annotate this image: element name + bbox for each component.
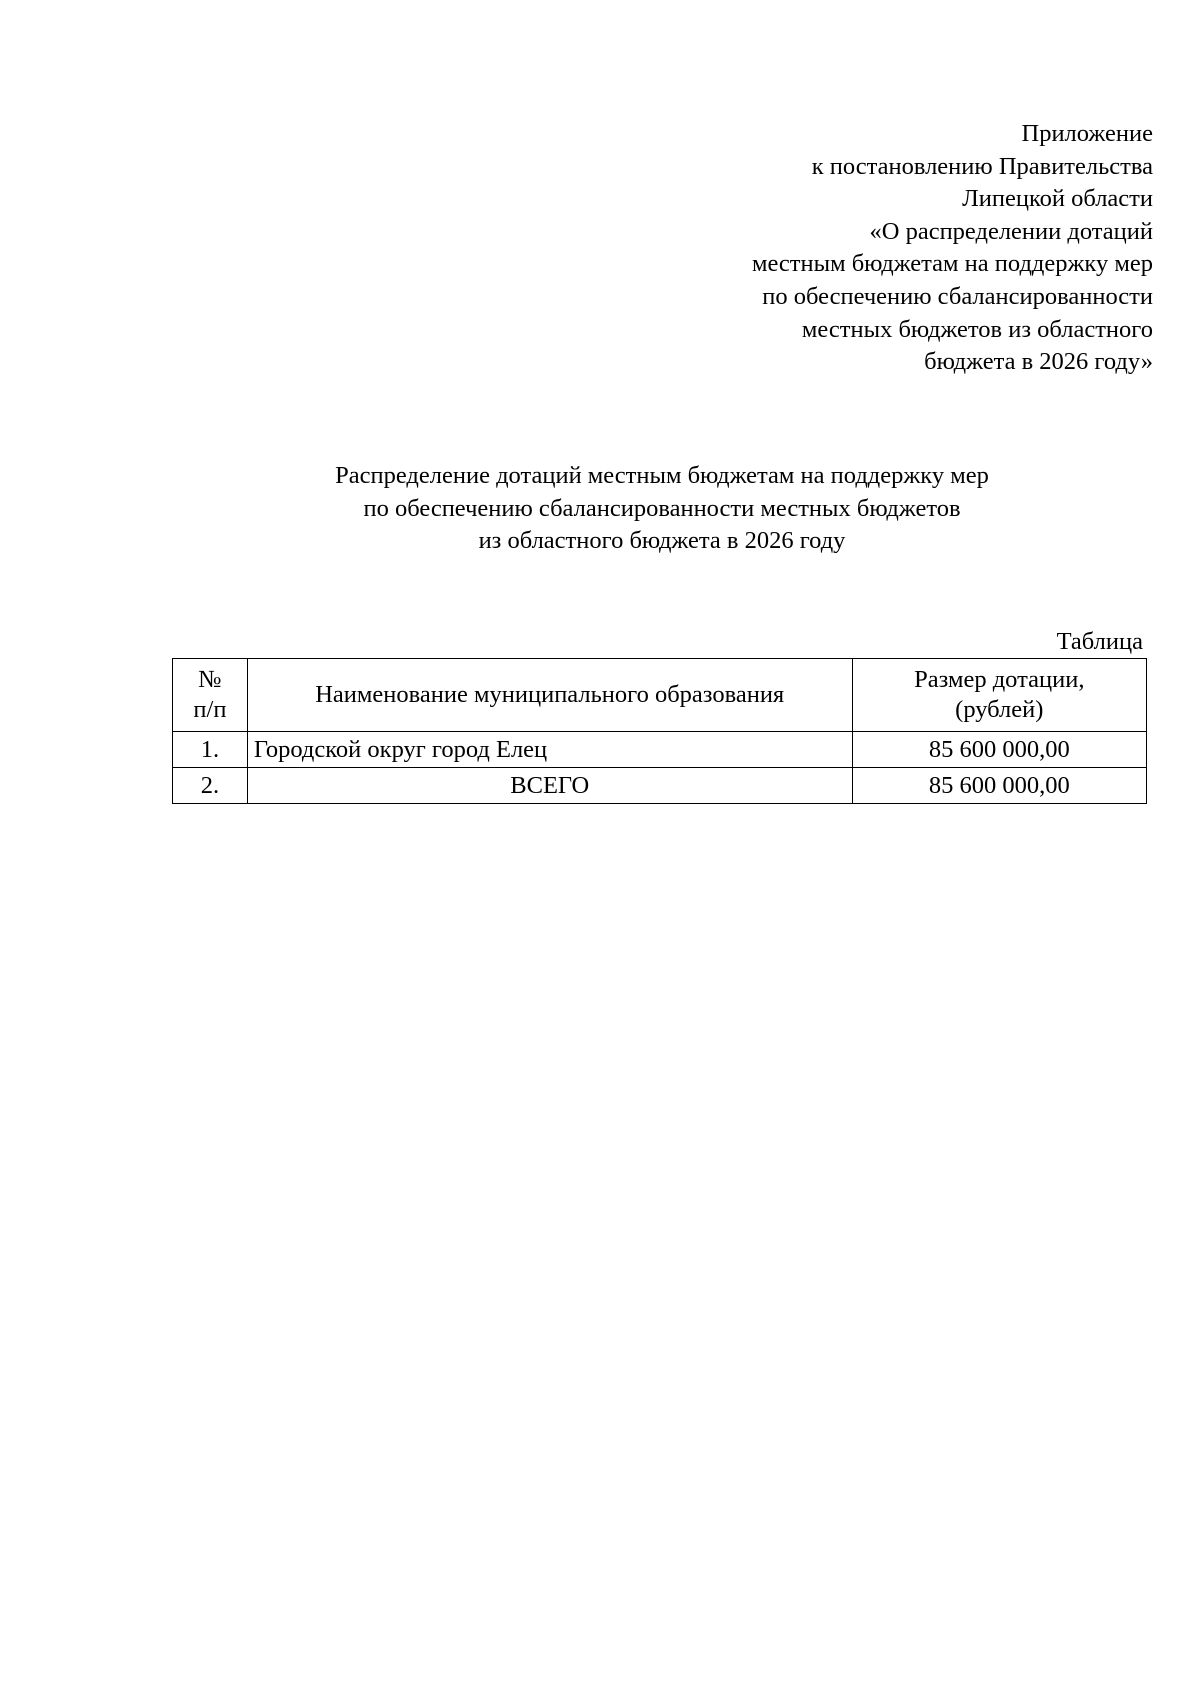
- appendix-line: Приложение: [1021, 120, 1153, 147]
- row-amount: 85 600 000,00: [852, 768, 1146, 804]
- document-title-line: по обеспечению сбалансированности местных бюджетов: [363, 494, 961, 522]
- appendix-line: бюджета в 2026 году»: [924, 348, 1153, 376]
- document-title: [172, 460, 1152, 558]
- header-amount: [852, 659, 1146, 732]
- document-title-line: из областного бюджета в 2026 году: [478, 527, 846, 554]
- appendix-block: [593, 118, 1153, 379]
- header-number: [173, 659, 248, 732]
- appendix-line: по обеспечению сбалансированности: [762, 282, 1153, 310]
- row-name: ВСЕГО: [247, 768, 852, 804]
- header-number-line1: №: [198, 666, 222, 693]
- appendix-line: к постановлению Правительства: [811, 152, 1153, 180]
- appendix-line: местных бюджетов из областного: [801, 315, 1153, 343]
- row-name: Городской округ город Елец: [247, 732, 852, 768]
- appendix-line: Липецкой области: [962, 185, 1153, 213]
- appendix-line: «О распределении дотаций: [869, 217, 1153, 245]
- row-number: 1.: [173, 732, 248, 768]
- table-header: [173, 659, 1147, 732]
- table-body: [173, 732, 1147, 804]
- row-number: 2.: [173, 768, 248, 804]
- row-amount: 85 600 000,00: [852, 732, 1146, 768]
- header-amount-line2: (рублей): [955, 696, 1044, 723]
- appendix-line: местным бюджетам на поддержку мер: [751, 250, 1153, 278]
- distribution-table: [172, 658, 1147, 804]
- document-title-line: Распределение дотаций местным бюджетам на поддержку мер: [335, 462, 989, 489]
- header-number-line2: п/п: [193, 696, 227, 723]
- header-amount-line1: Размер дотации,: [914, 666, 1085, 693]
- table-header-row: [173, 659, 1147, 732]
- table-caption: Таблица: [1056, 628, 1143, 655]
- table-row: [173, 732, 1147, 768]
- table-row-total: [173, 768, 1147, 804]
- header-name: Наименование муниципального образования: [247, 659, 852, 732]
